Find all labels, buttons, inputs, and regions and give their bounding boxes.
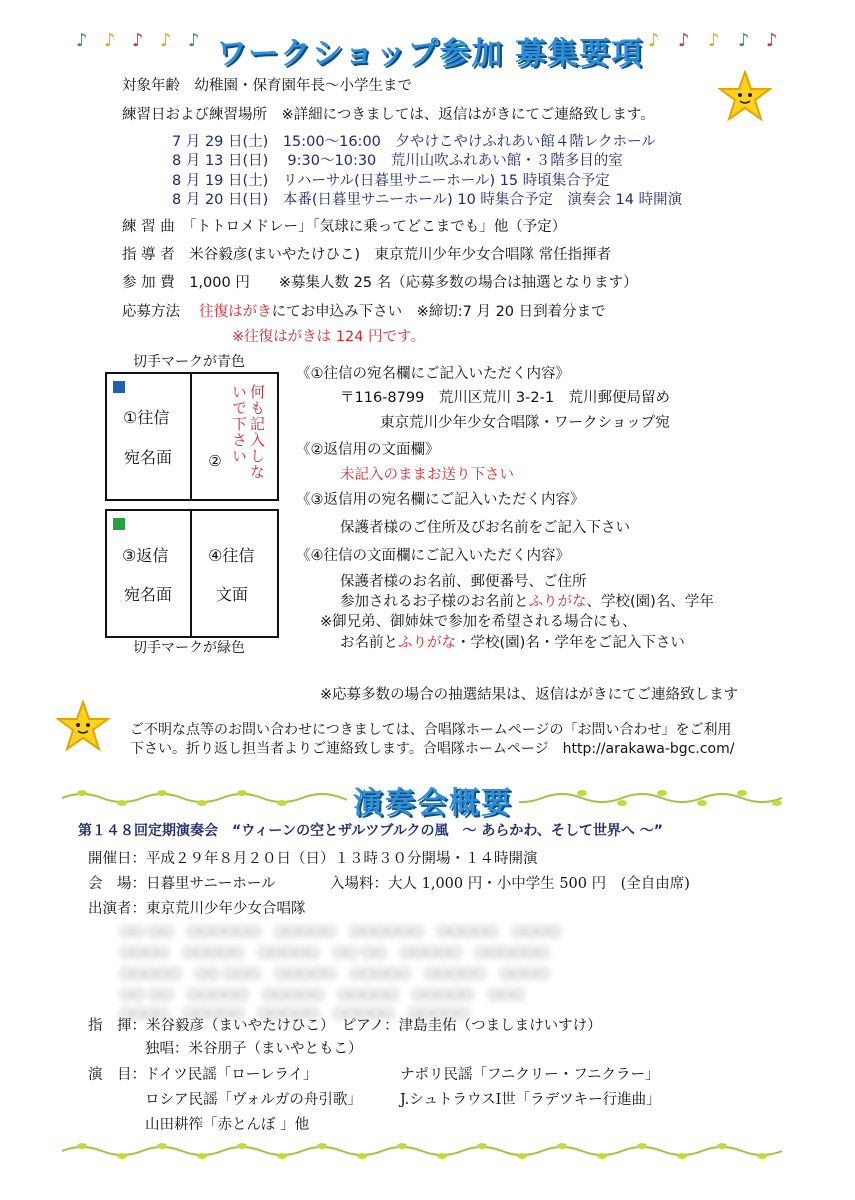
postcard-fold-line <box>190 372 192 499</box>
music-note-icon: ♪ <box>104 30 116 51</box>
program-item: ドイツ民謡「ローレライ」 <box>145 1067 318 1083</box>
music-notes-left <box>76 30 206 54</box>
program-item: 山田耕筰「赤とんぼ 」他 <box>145 1117 310 1133</box>
vine-divider <box>62 1140 792 1162</box>
music-note-icon: ♪ <box>708 30 720 51</box>
music-note-icon: ♪ <box>678 30 690 51</box>
green-stamp-caption: 切手マークが緑色 <box>133 640 245 656</box>
card2-side-number: ② <box>206 452 224 471</box>
program-item: ロシア民謡「ヴォルガの舟引歌」 <box>145 1092 362 1108</box>
card3-reply-address-num: ③返信 <box>122 546 169 565</box>
program-label: 演 目： <box>88 1067 146 1083</box>
mailing-recipient: 東京荒川少年少女合唱隊・ワークショップ宛 <box>380 415 670 431</box>
music-note-icon: ♪ <box>766 30 778 51</box>
siblings-info-suffix: ・学校(園)名・学年をご記入下さい <box>456 635 685 651</box>
program-item: ナポリ民謡「フニクリー・フニクラー」 <box>400 1067 660 1083</box>
soloist: 独唱：米谷朋子（まいやともこ） <box>145 1041 363 1057</box>
concert-title: 演奏会概要 <box>347 778 519 822</box>
mailing-address: 〒116-8799 荒川区荒川 3-2-1 荒川郵便局留め <box>340 390 671 406</box>
application-label: 応募方法 <box>122 304 180 320</box>
return-postcard-highlight: 往復はがき <box>199 304 272 320</box>
postcard-price-note: ※往復はがきは 124 円です。 <box>232 329 425 345</box>
schedule-row: 8 月 19 日(土) リハーサル(日暮里サニーホール) 15 時頃集合予定 <box>172 173 610 189</box>
siblings-info-line <box>340 634 685 652</box>
blurred-member-names: ○○ ○○ ○○○○○ ○○○○○ ○○○○○ ○○○○○ ○○○ <box>120 986 525 1002</box>
concert-subtitle: 第１４８回定期演奏会 “ウィーンの空とザルツブルクの風 〜 あらかわ、そして世界へ 〜” <box>78 823 663 839</box>
siblings-info-prefix: お名前と <box>340 635 398 651</box>
card4-outgoing-text-num: ④往信 <box>208 546 255 565</box>
music-notes-right <box>648 30 788 54</box>
child-info-line <box>340 593 714 611</box>
blurred-member-names: ○○ ○○ ○○○○○○ ○○○○○ ○○○○○○ ○○○○○ ○○○○ <box>120 923 561 939</box>
blurred-member-names: ○○○○ ○○○○○ ○○○○○ ○○○○○ ○○○○○ <box>120 1005 470 1021</box>
contact-line-1: ご不明な点等のお問い合わせにつきましては、合唱隊ホームページの「お問い合わせ」をご利用 <box>130 722 732 738</box>
furigana-highlight: ふりがな <box>398 635 456 651</box>
concert-venue <box>88 875 276 893</box>
music-note-icon: ♪ <box>132 30 144 51</box>
concert-admission: 入場料：大人 1,000 円・小中学生 500 円 (全自由席) <box>330 876 690 892</box>
child-info-suffix: 、学校(園)名、学年 <box>586 594 714 610</box>
instructor: 指 導 者 米谷毅彦(まいやたけひこ) 東京荒川少年少女合唱隊 常任指揮者 <box>122 247 612 263</box>
card4-outgoing-text-label: 文面 <box>216 585 249 604</box>
workshop-title: ワークショップ参加 募集要項 <box>216 36 644 72</box>
star-icon <box>56 700 110 752</box>
music-note-icon: ♪ <box>738 30 750 51</box>
blurred-member-names: ○○○○ ○○○○○ ○○○○○ ○○ ○○ ○○○○○ ○○○○○○ <box>120 944 549 960</box>
contact-line-2: 下さい。折り返し担当者よりご連絡致します。合唱隊ホームページ http://arakawa-bgc.com/ <box>130 741 735 757</box>
guardian-address-note: 保護者様のご住所及びお名前をご記入下さい <box>340 520 630 536</box>
instruction-heading-1: 《①往信の宛名欄にご記入いただく内容》 <box>296 366 570 382</box>
instruction-heading-3: 《③返信用の宛名欄にご記入いただく内容》 <box>296 492 585 508</box>
program-item: J.シュトラウスⅠ世「ラデツキー行進曲」 <box>400 1092 661 1108</box>
guardian-info-line: 保護者様のお名前、郵便番号、ご住所 <box>340 574 587 590</box>
blue-stamp-caption: 切手マークが青色 <box>133 354 245 370</box>
postcard-reply <box>105 509 279 638</box>
venue-label: 会 場： <box>88 876 146 892</box>
conductor-pianist: 指 揮：米谷毅彦（まいやたけひこ） ピアノ：津島圭佑（つましまけいすけ） <box>88 1018 602 1034</box>
instruction-heading-4: 《④往信の文面欄にご記入いただく内容》 <box>296 548 570 564</box>
application-method <box>122 303 606 321</box>
siblings-note: ※御兄弟、御姉妹で参加を希望される場合にも、 <box>320 614 637 630</box>
application-deadline: にてお申込み下さい ※締切:7 月 20 日到着分まで <box>271 304 606 320</box>
target-age: 対象年齢 幼稚園・保育園年長〜小学生まで <box>122 78 412 94</box>
card1-address-side-num: ①往信 <box>123 408 170 427</box>
schedule-row: 8 月 20 日(日) 本番(日暮里サニーホール) 10 時集合予定 演奏会 14 時開演 <box>172 192 683 208</box>
venue-name: 日暮里サニーホール <box>146 876 276 892</box>
child-info-prefix: 参加されるお子様のお名前と <box>340 594 529 610</box>
card3-reply-address-label: 宛名面 <box>124 585 173 604</box>
concert-date: 開催日：平成２９年８月２０日（日）１３時３０分開場・１４時開演 <box>88 851 538 867</box>
furigana-highlight: ふりがな <box>528 594 587 610</box>
participation-fee: 参 加 費 1,000 円 ※募集人数 25 名（応募多数の場合は抽選となります） <box>122 275 638 291</box>
green-stamp-mark <box>113 518 125 530</box>
practice-songs: 練 習 曲 「トトロメドレー」「気球に乗ってどこまでも」他（予定） <box>122 219 567 235</box>
music-note-icon: ♪ <box>648 30 660 51</box>
card1-address-side-label: 宛名面 <box>124 448 173 467</box>
do-not-write-note: 何も記入しないで下さい <box>230 384 266 480</box>
music-note-icon: ♪ <box>76 30 88 51</box>
blue-stamp-mark <box>113 381 125 393</box>
instruction-heading-2: 《②返信用の文面欄》 <box>296 442 440 458</box>
music-note-icon: ♪ <box>188 30 200 51</box>
music-note-icon: ♪ <box>160 30 172 51</box>
blurred-member-names: ○○○○○ ○○ ○○○ ○○○○○ ○○○○○ ○○○○○ ○○○○ <box>120 965 549 981</box>
lottery-result-note: ※応募多数の場合の抽選結果は、返信はがきにてご連絡致します <box>320 687 739 703</box>
postcard-fold-line <box>190 509 192 636</box>
schedule-row: 7 月 29 日(土) 15:00〜16:00 夕やけこやけふれあい館４階レクホール <box>172 134 656 150</box>
schedule-row: 8 月 13 日(日) 9:30〜10:30 荒川山吹ふれあい館・３階多目的室 <box>172 153 623 169</box>
leave-blank-note: 未記入のままお送り下さい <box>340 467 514 483</box>
practice-heading: 練習日および練習場所 ※詳細につきましては、返信はがきにてご連絡致します。 <box>122 107 655 123</box>
concert-performers: 出演者：東京荒川少年少女合唱隊 <box>88 901 306 917</box>
star-icon <box>718 70 772 122</box>
